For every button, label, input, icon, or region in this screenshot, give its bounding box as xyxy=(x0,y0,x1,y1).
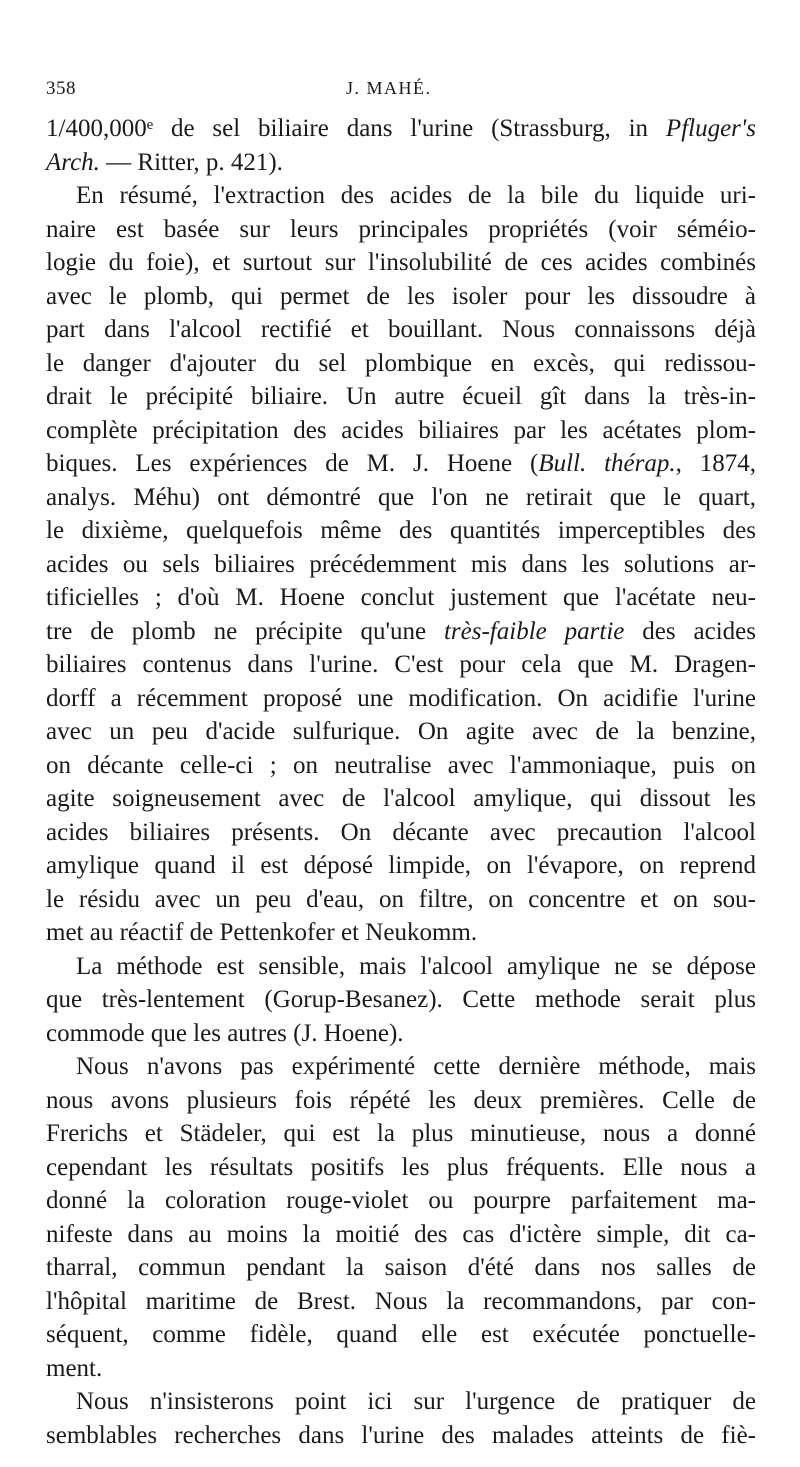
text-line: En résumé, l'extraction des acides de la bile du liquide uri- xyxy=(76,182,756,209)
text-line: biques. Les expériences de M. J. Hoene (Bull. thérap., 1874, xyxy=(46,450,757,477)
body-text xyxy=(46,112,756,1452)
text-line: logie du foie), et surtout sur l'insolubilité de ces acides combinés xyxy=(46,249,756,276)
text-line: part dans l'alcool rectifié et bouillant. Nous connaissons déjà xyxy=(46,316,756,343)
paragraph xyxy=(46,1050,756,1385)
text-line: biliaires contenus dans l'urine. C'est pour cela que M. Dragen- xyxy=(46,651,756,678)
page-number: 358 xyxy=(46,78,76,99)
text-line: La méthode est sensible, mais l'alcool amylique ne se dépose xyxy=(76,952,756,980)
text-line: dorff a récemment proposé une modification. On acidifie l'urine xyxy=(46,684,756,712)
text-line: donné la coloration rouge-violet ou pourpre parfaitement ma- xyxy=(46,1187,756,1214)
text-line: que très-lentement (Gorup-Besanez). Cette methode serait plus xyxy=(46,986,756,1013)
text-line: complète précipitation des acides biliaires par les acétates plom- xyxy=(46,416,756,444)
text-line: tre de plomb ne précipite qu'une très-faible partie des acides xyxy=(46,617,756,645)
text-line: semblables recherches dans l'urine des malades atteints de fiè- xyxy=(46,1421,756,1449)
paragraph xyxy=(46,179,756,950)
book-page xyxy=(46,74,756,1452)
text-line: nous avons plusieurs fois répété les deux premières. Celle de xyxy=(46,1086,756,1114)
text-line: ment. xyxy=(46,1354,103,1382)
text-line: tificielles ; d'où M. Hoene conclut justement que l'acétate neu- xyxy=(46,584,756,611)
text-line: amylique quand il est déposé limpide, on l'évapore, on reprend xyxy=(46,852,756,879)
text-line: cependant les résultats positifs les plus fréquents. Elle nous a xyxy=(46,1153,756,1181)
text-line: acides biliaires présents. On décante avec precaution l'alcool xyxy=(46,818,756,846)
page-header xyxy=(46,74,756,104)
text-line: analys. Méhu) ont démontré que l'on ne retirait que le quart, xyxy=(46,483,756,511)
text-line: nifeste dans au moins la moitié des cas d'ictère simple, dit ca- xyxy=(46,1220,756,1248)
text-line: Frerichs et Städeler, qui est la plus minutieuse, nous a donné xyxy=(46,1120,756,1147)
text-line: commode que les autres (J. Hoene). xyxy=(46,1019,404,1047)
text-line: avec un peu d'acide sulfurique. On agite avec de la benzine, xyxy=(46,718,756,745)
text-line: met au réactif de Pettenkofer et Neukomm. xyxy=(46,919,478,946)
text-line: tharral, commun pendant la saison d'été dans nos salles de xyxy=(46,1254,756,1281)
text-line: avec le plomb, qui permet de les isoler pour les dissoudre à xyxy=(46,282,756,310)
running-head: J. MAHÉ. xyxy=(346,78,432,98)
text-line: séquent, comme fidèle, quand elle est exécutée ponctuelle- xyxy=(46,1321,756,1348)
text-line: agite soigneusement avec de l'alcool amylique, qui dissout les xyxy=(46,785,756,812)
text-line: l'hôpital maritime de Brest. Nous la recommandons, par con- xyxy=(46,1287,756,1315)
text-line: 1/400,000ᵉ de sel biliaire dans l'urine (Strassburg, in Pfluger's xyxy=(46,115,756,142)
text-line: on décante celle-ci ; on neutralise avec l'ammoniaque, puis on xyxy=(46,751,756,779)
text-line: Arch. — Ritter, p. 421). xyxy=(46,148,283,176)
text-line: le danger d'ajouter du sel plombique en excès, qui redissou- xyxy=(46,349,756,377)
text-line: drait le précipité biliaire. Un autre écueil gît dans la très-in- xyxy=(46,383,756,410)
paragraph xyxy=(46,1385,756,1452)
text-line: le résidu avec un peu d'eau, on filtre, on concentre et on sou- xyxy=(46,885,756,913)
paragraph xyxy=(46,112,756,179)
text-line: Nous n'insisterons point ici sur l'urgence de pratiquer de xyxy=(76,1388,756,1415)
text-line: Nous n'avons pas expérimenté cette dernière méthode, mais xyxy=(76,1053,756,1080)
text-line: le dixième, quelquefois même des quantités imperceptibles des xyxy=(46,517,756,544)
text-line: naire est basée sur leurs principales propriétés (voir séméio- xyxy=(46,215,756,243)
paragraph xyxy=(46,950,756,1051)
text-line: acides ou sels biliaires précédemment mis dans les solutions ar- xyxy=(46,550,756,578)
